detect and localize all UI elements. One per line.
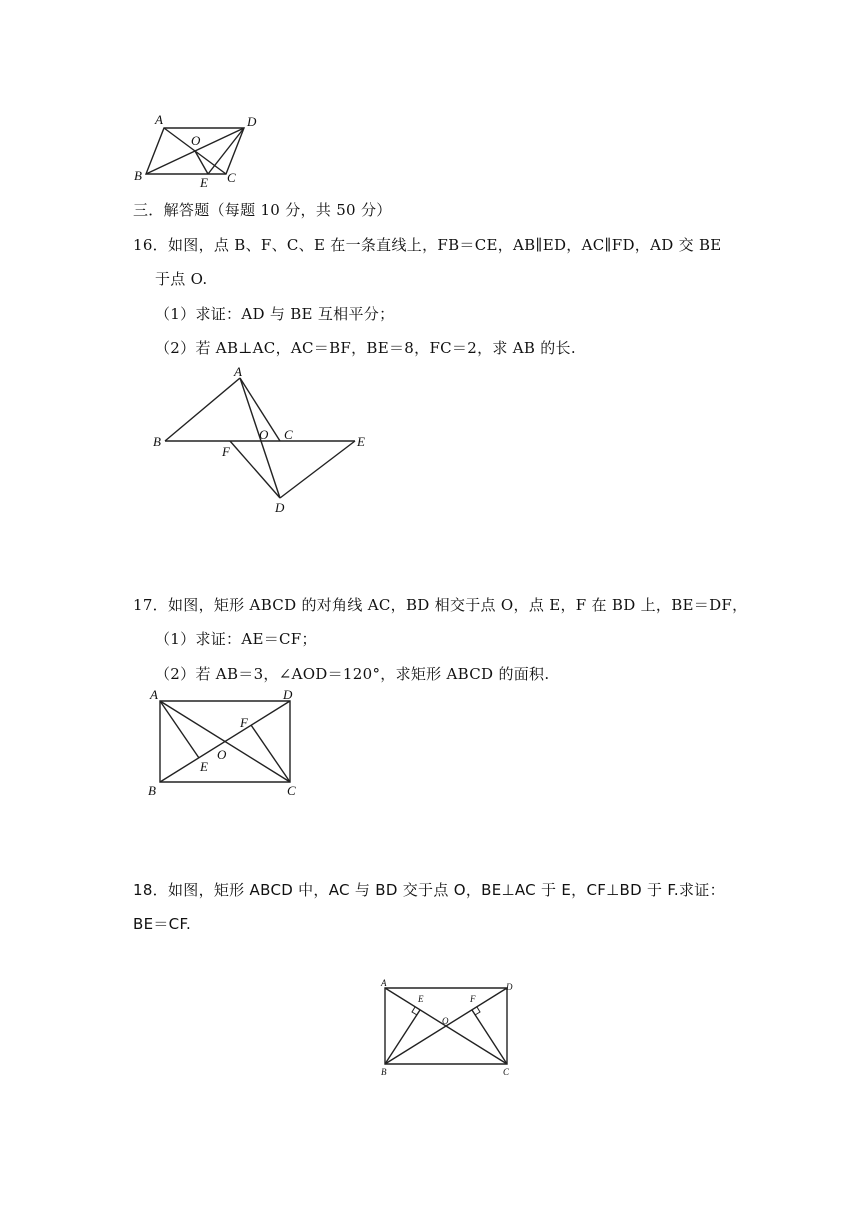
q16-part2: （2）若 AB⊥AC，AC＝BF，BE＝8，FC＝2，求 AB 的长. [155, 339, 576, 357]
figure-q17 [140, 688, 310, 803]
label-b: B [134, 168, 142, 183]
label-a: A [234, 364, 242, 379]
q17-part2: （2）若 AB＝3，∠AOD＝120°，求矩形 ABCD 的面积. [155, 665, 550, 683]
label-a: A [381, 978, 387, 988]
label-o: O [191, 133, 201, 148]
q16-line2: 于点 O. [155, 270, 208, 288]
label-e: E [357, 434, 365, 449]
figure-parallelogram [130, 110, 270, 190]
label-e: E [418, 994, 424, 1004]
segment-de [208, 128, 244, 174]
q17-line1: 17．如图，矩形 ABCD 的对角线 AC，BD 相交于点 O，点 E，F 在 BD 上，BE＝DF， [133, 596, 748, 614]
segment-ab [165, 378, 240, 441]
segment-cf [472, 1010, 507, 1064]
label-f: F [222, 444, 230, 459]
segment-oe [195, 151, 208, 174]
label-o: O [217, 747, 227, 762]
q18-line1: 18．如图，矩形 ABCD 中，AC 与 BD 交于点 O，BE⊥AC 于 E，CF⊥BD 于 F.求证： [133, 881, 725, 899]
q18-line2: BE＝CF. [133, 915, 192, 933]
segment-cf [251, 725, 290, 782]
label-o: O [442, 1016, 449, 1026]
label-d: D [506, 982, 513, 992]
label-c: C [503, 1067, 510, 1077]
label-f: F [470, 994, 476, 1004]
segment-ed [280, 441, 355, 498]
q17-part1: （1）求证：AE＝CF； [155, 630, 317, 648]
label-b: B [381, 1067, 387, 1077]
segment-be [385, 1010, 420, 1064]
label-d: D [275, 500, 285, 515]
figure-q16 [150, 364, 380, 515]
label-b: B [153, 434, 161, 449]
section-heading: 三．解答题（每题 10 分，共 50 分） [133, 201, 392, 219]
label-b: B [148, 783, 156, 798]
label-e: E [200, 175, 208, 190]
label-e: E [200, 759, 208, 774]
label-d: D [283, 687, 293, 702]
q16-line1: 16．如图，点 B、F、C、E 在一条直线上，FB＝CE，AB∥ED，AC∥FD，AD 交 BE [133, 236, 722, 254]
label-c: C [287, 783, 296, 798]
segment-ae [160, 701, 199, 758]
label-a: A [150, 687, 158, 702]
figure-q18 [375, 978, 525, 1078]
q16-part1: （1）求证：AD 与 BE 互相平分； [155, 305, 395, 323]
segment-fd [230, 441, 280, 498]
label-c: C [227, 170, 236, 185]
label-c: C [284, 427, 293, 442]
label-a: A [155, 112, 163, 127]
label-o: O [259, 427, 269, 442]
label-f: F [240, 715, 248, 730]
label-d: D [247, 114, 257, 129]
